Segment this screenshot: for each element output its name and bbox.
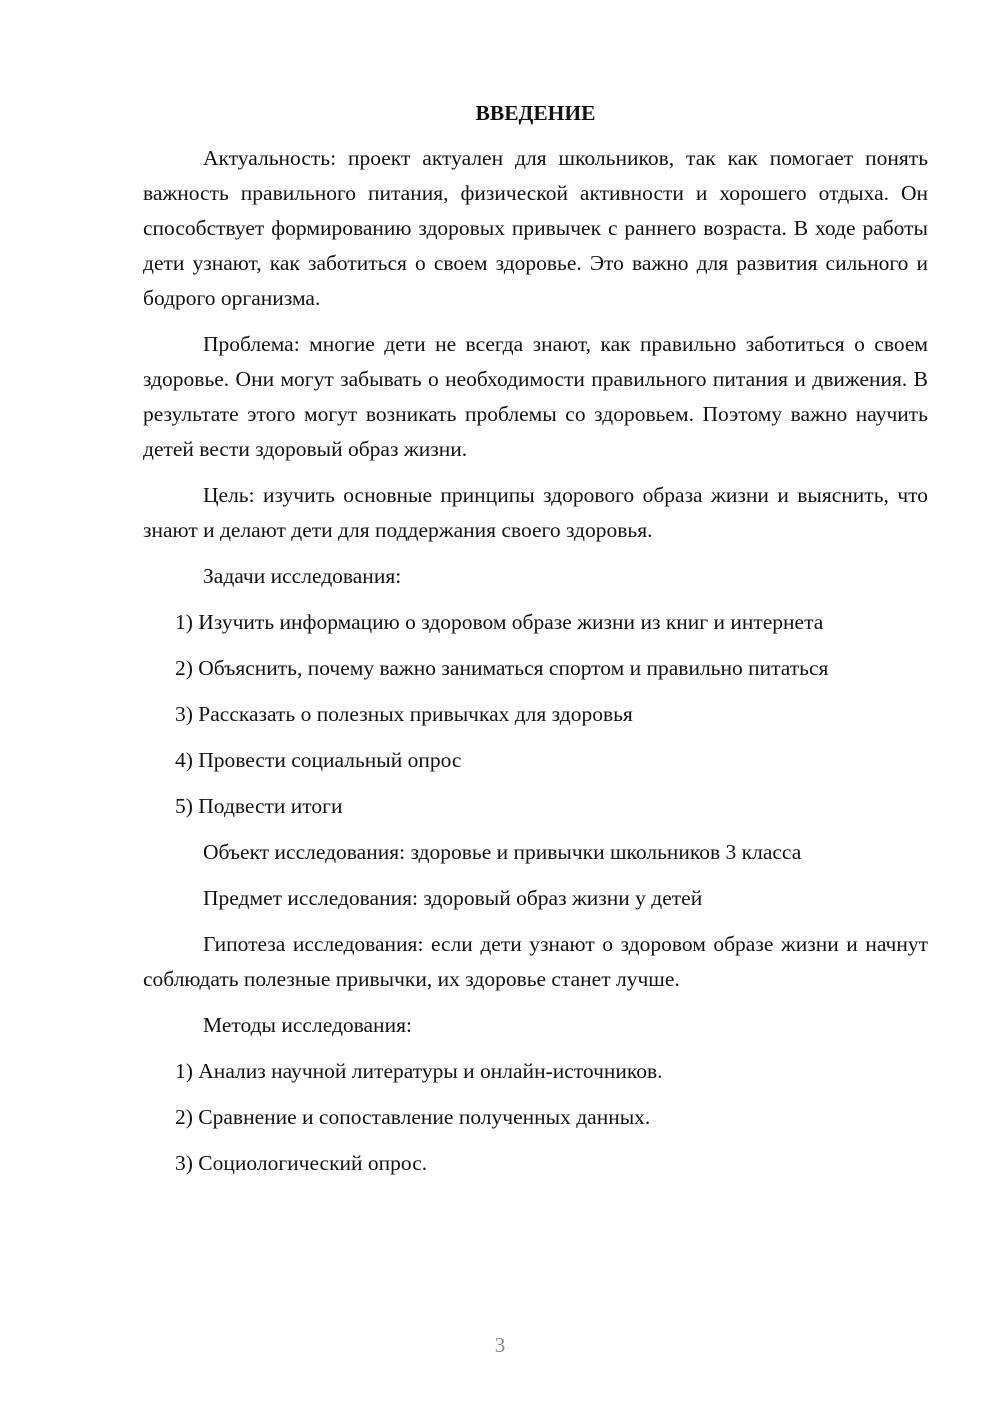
method-item-3: 3) Социологический опрос. [175,1151,428,1175]
method-item-1: 1) Анализ научной литературы и онлайн-источников. [175,1059,663,1083]
task-item-2: 2) Объяснить, почему важно заниматься спортом и правильно питаться [175,656,829,680]
task-item-1: 1) Изучить информацию о здоровом образе жизни из книг и интернета [175,610,824,634]
task-item-4: 4) Провести социальный опрос [175,748,462,772]
page-number: 3 [494,1333,506,1357]
task-item-3: 3) Рассказать о полезных привычках для здоровья [175,702,633,726]
subject-paragraph: Предмет исследования: здоровый образ жизни у детей [203,886,703,910]
page-content [143,96,928,1192]
task-item-5: 5) Подвести итоги [175,794,343,818]
methods-heading: Методы исследования: [203,1013,412,1037]
hypothesis-paragraph: Гипотеза исследования: если дети узнают о здоровом образе жизни и начнут соблюдать полезные привычки, их здоровье станет лучше. [143,932,928,991]
problem-paragraph: Проблема: многие дети не всегда знают, как правильно заботиться о своем здоровье. Они могут забывать о необходимости правильного питания и движения. В результате этого могут возникать проблемы со здоровьем. Поэтому важно научить детей вести здоровый образ жизни. [143,332,928,461]
section-title: ВВЕДЕНИЕ [475,101,596,125]
tasks-heading: Задачи исследования: [203,564,402,588]
method-item-2: 2) Сравнение и сопоставление полученных данных. [175,1105,651,1129]
object-paragraph: Объект исследования: здоровье и привычки школьников 3 класса [203,840,802,864]
relevance-paragraph: Актуальность: проект актуален для школьников, так как помогает понять важность правильного питания, физической активности и хорошего отдыха. Он способствует формированию здоровых привычек с раннего возраста. В ходе работы дети узнают, как заботиться о своем здоровье. Это важно для развития сильного и бодрого организма. [143,146,928,310]
goal-paragraph: Цель: изучить основные принципы здорового образа жизни и выяснить, что знают и делают дети для поддержания своего здоровья. [143,483,928,542]
